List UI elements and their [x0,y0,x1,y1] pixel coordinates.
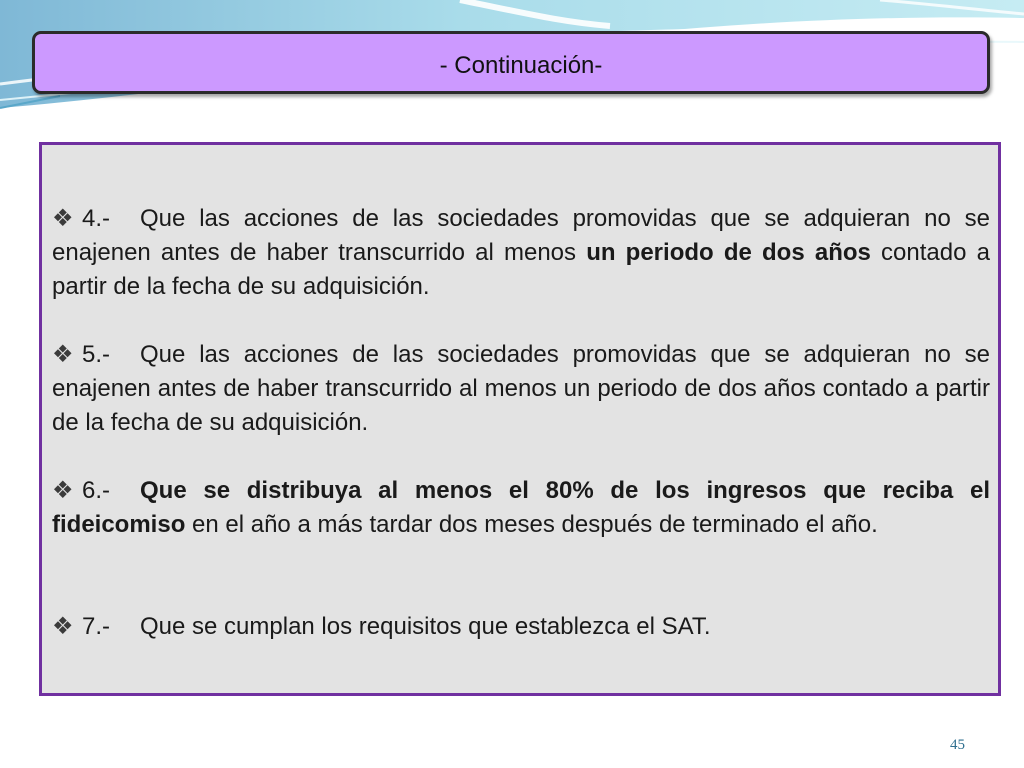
item-text: en el año a más tardar dos meses después de terminado el año. [185,511,878,538]
slide-title: - Continuación- [439,52,603,79]
item-number: 6.- [82,477,111,504]
content-box [39,142,1001,696]
list-item-6 [52,474,990,542]
list-item-7 [52,610,990,644]
diamond-bullet-icon: ❖ [52,205,74,232]
page-number: 45 [950,737,965,753]
item-text-bold: un periodo de dos años [586,239,871,266]
item-text: contado a partir de la fecha de su adquisición. [52,239,990,300]
diamond-bullet-icon: ❖ [52,341,74,368]
title-bar [32,31,990,94]
diamond-bullet-icon: ❖ [52,613,74,640]
item-text: Que las acciones de las sociedades promovidas que se adquieran no se enajenen antes de haber transcurrido al menos [52,205,990,266]
item-text-bold: Que se distribuya al menos el 80% de los ingresos que reciba el fideicomiso [52,477,990,538]
item-number: 5.- [82,341,111,368]
list-item-5 [52,338,990,440]
item-text: Que las acciones de las sociedades promovidas que se adquieran no se enajenen antes de haber transcurrido al menos un periodo de dos años contado a partir de la fecha de su adquisición. [52,341,990,436]
list-item-4 [52,202,990,304]
item-text: Que se cumplan los requisitos que establezca el SAT. [140,613,711,640]
item-number: 7.- [82,613,111,640]
diamond-bullet-icon: ❖ [52,477,74,504]
item-number: 4.- [82,205,111,232]
